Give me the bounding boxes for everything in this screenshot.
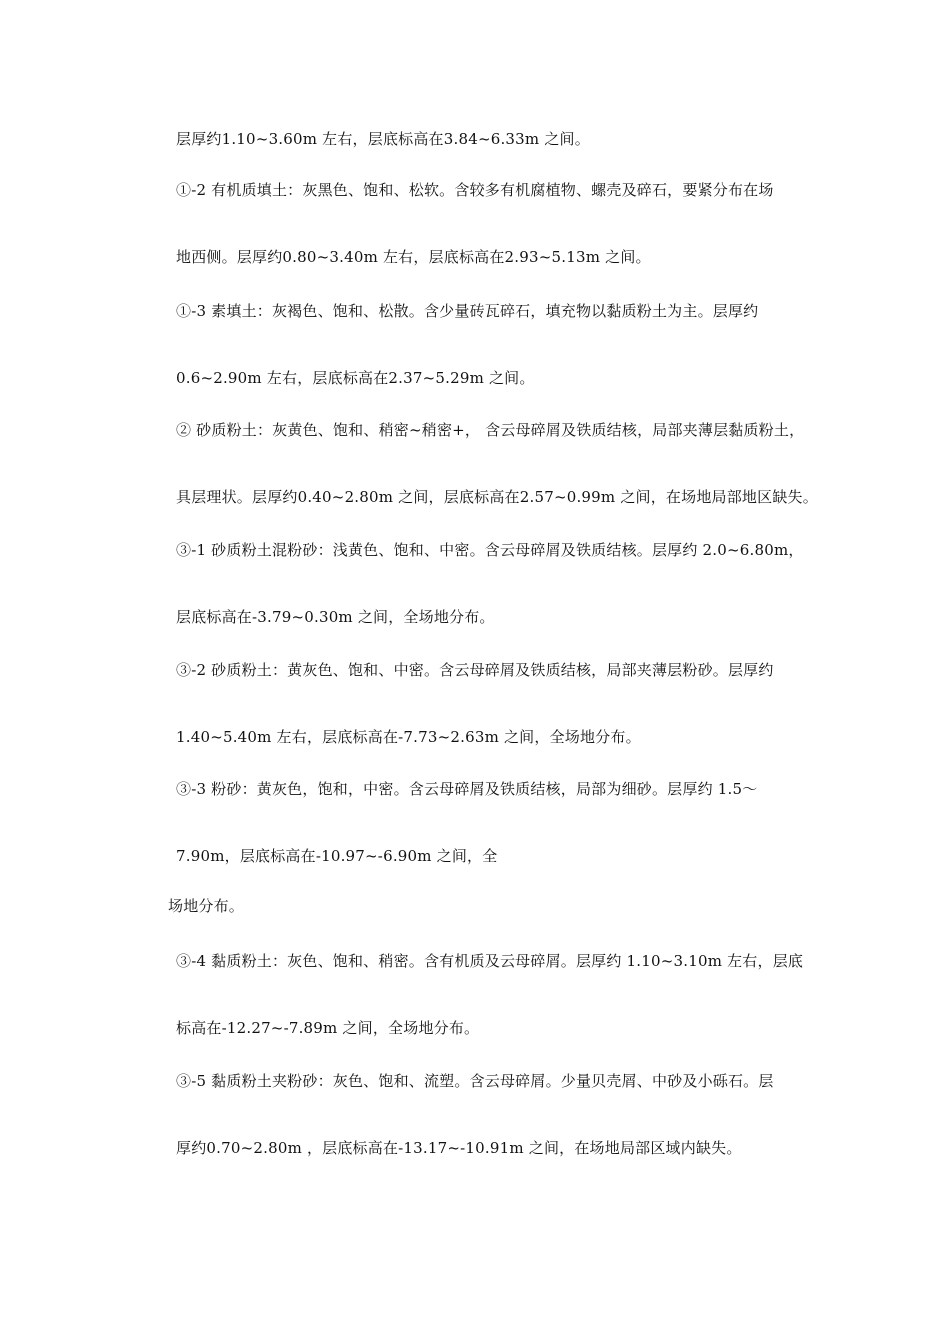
- text-line-14: 场地分布。: [168, 897, 245, 915]
- text-line-15: ③-4 黏质粉土：灰色、饱和、稍密。含有机质及云母碎屑。层厚约 1.10~3.10m 左右，层底: [176, 952, 804, 970]
- text-line-1: 层厚约1.10~3.60m 左右，层底标高在3.84~6.33m 之间。: [176, 130, 590, 148]
- text-line-5: 0.6~2.90m 左右，层底标高在2.37~5.29m 之间。: [176, 369, 535, 387]
- text-line-3: 地西侧。层厚约0.80~3.40m 左右，层底标高在2.93~5.13m 之间。: [176, 248, 651, 266]
- text-line-6: ② 砂质粉土：灰黄色、饱和、稍密~稍密+， 含云母碎屑及铁质结核，局部夹薄层黏质粉土，: [176, 421, 805, 439]
- text-line-4: ①-3 素填土：灰褐色、饱和、松散。含少量砖瓦碎石，填充物以黏质粉土为主。层厚约: [176, 302, 759, 320]
- text-line-7: 具层理状。层厚约0.40~2.80m 之间，层底标高在2.57~0.99m 之间，在场地局部地区缺失。: [176, 488, 818, 506]
- text-line-12: ③-3 粉砂：黄灰色，饱和，中密。含云母碎屑及铁质结核，局部为细砂。层厚约 1.5～: [176, 780, 758, 798]
- text-line-9: 层底标高在-3.79~0.30m 之间，全场地分布。: [176, 608, 495, 626]
- text-line-11: 1.40~5.40m 左右，层底标高在-7.73~2.63m 之间，全场地分布。: [176, 728, 641, 746]
- text-line-10: ③-2 砂质粉土：黄灰色、饱和、中密。含云母碎屑及铁质结核，局部夹薄层粉砂。层厚约: [176, 661, 774, 679]
- text-line-18: 厚约0.70~2.80m ，层底标高在-13.17~-10.91m 之间，在场地局部区域内缺失。: [176, 1139, 742, 1157]
- text-line-8: ③-1 砂质粉土混粉砂：浅黄色、饱和、中密。含云母碎屑及铁质结核。层厚约 2.0~6.80m，: [176, 541, 804, 559]
- text-line-17: ③-5 黏质粉土夹粉砂：灰色、饱和、流塑。含云母碎屑。少量贝壳屑、中砂及小砾石。层: [176, 1072, 774, 1090]
- text-line-2: ①-2 有机质填土：灰黑色、饱和、松软。含较多有机腐植物、螺壳及碎石，要紧分布在场: [176, 181, 774, 199]
- text-line-13: 7.90m，层底标高在-10.97~-6.90m 之间，全: [176, 847, 498, 865]
- text-line-16: 标高在-12.27~-7.89m 之间，全场地分布。: [176, 1019, 480, 1037]
